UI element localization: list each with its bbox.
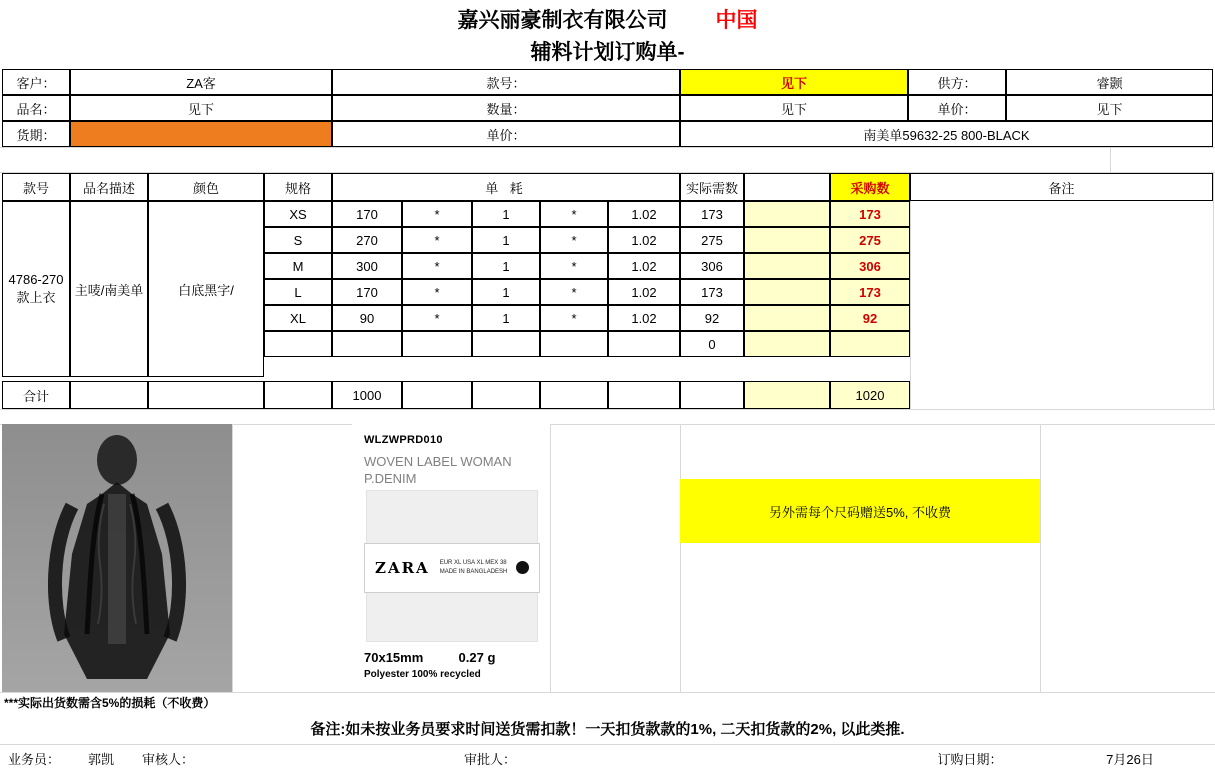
cell-op2-row6[interactable] [540,331,608,357]
cell-purchase-row2[interactable]: 275 [830,227,910,253]
th-consumption: 单 耗 [332,173,680,201]
cell-blank-row3[interactable] [744,253,830,279]
cell-actual-row6[interactable]: 0 [680,331,744,357]
brand-name: ZARA [375,559,430,577]
th-purchase-qty: 采购数 [830,173,910,201]
label-origin-text: MADE IN BANGLADESH [439,569,508,575]
cell-op1-row6[interactable] [402,331,472,357]
label-sizes-text: EUR XL USA XL MEX 38 [439,560,507,566]
label-name [364,453,512,487]
page-title [0,4,1215,34]
garment-illustration [42,434,192,684]
cell-op1-row5[interactable]: * [402,305,472,331]
cell-actual-row5[interactable]: 92 [680,305,744,331]
cell-op1-row4[interactable]: * [402,279,472,305]
cell-purchase-row5[interactable]: 92 [830,305,910,331]
salesman-value[interactable]: 郭凯 [70,748,132,769]
product-label: 品名： [2,95,70,121]
product-value[interactable]: 见下 [70,95,332,121]
cell-actual-row1[interactable]: 173 [680,201,744,227]
cell-op2-row1[interactable]: * [540,201,608,227]
company-name: 嘉兴丽豪制衣有限公司 [457,9,668,32]
order-date-value[interactable]: 7月26日 [1080,748,1180,769]
cell-c1-row4[interactable]: 170 [332,279,402,305]
cell-op2-row3[interactable]: * [540,253,608,279]
total-blank4 [402,381,472,409]
label-name-line1: WOVEN LABEL WOMAN [364,454,512,469]
woven-label-swatch [364,543,540,593]
cell-c1-row5[interactable]: 90 [332,305,402,331]
delivery-value[interactable] [70,121,332,147]
cell-c1-row1[interactable]: 170 [332,201,402,227]
cell-c3-row6[interactable] [608,331,680,357]
cell-op2-row5[interactable]: * [540,305,608,331]
cell-c3-row5[interactable]: 1.02 [608,305,680,331]
cell-blank-row6[interactable] [744,331,830,357]
document-title: 辅料计划订购单- [530,41,685,64]
total-blank9 [744,381,830,409]
cell-color: 白底黑字/ [148,201,264,377]
price-label: 单价： [908,95,1006,121]
price2-label: 单价： [332,121,680,147]
cell-actual-row4[interactable]: 173 [680,279,744,305]
cell-c3-row2[interactable]: 1.02 [608,227,680,253]
total-blank2 [148,381,264,409]
cell-c2-row6[interactable] [472,331,540,357]
th-product-desc: 品名描述 [70,173,148,201]
cell-op2-row2[interactable]: * [540,227,608,253]
cell-spec-row3[interactable]: M [264,253,332,279]
style-no-text: 4786-270款上衣 [8,272,64,305]
cell-c1-row2[interactable]: 270 [332,227,402,253]
cell-actual-row3[interactable]: 306 [680,253,744,279]
loss-footnote: ***实际出货数需含5%的损耗（不收费） [4,696,216,710]
cell-c3-row1[interactable]: 1.02 [608,201,680,227]
cell-op1-row1[interactable]: * [402,201,472,227]
customer-label: 客户： [2,69,70,95]
cell-c3-row3[interactable]: 1.02 [608,253,680,279]
qty-value[interactable]: 见下 [680,95,908,121]
auditor-label: 审核人： [136,748,208,769]
total-purchase: 1020 [830,381,910,409]
cell-op1-row2[interactable]: * [402,227,472,253]
th-actual-need: 实际需数 [680,173,744,201]
cell-blank-row2[interactable] [744,227,830,253]
cell-purchase-row1[interactable]: 173 [830,201,910,227]
price-value[interactable]: 见下 [1006,95,1213,121]
total-blank7 [608,381,680,409]
cell-purchase-row6[interactable] [830,331,910,357]
total-label: 合计 [2,381,70,409]
cell-c2-row1[interactable]: 1 [472,201,540,227]
country-label: 中国 [715,9,758,32]
cell-c3-row4[interactable]: 1.02 [608,279,680,305]
label-code: WLZWPRD010 [364,434,443,446]
cell-product-desc: 主唛/南美单 [70,201,148,377]
approver-value[interactable] [545,748,685,769]
cell-blank-row4[interactable] [744,279,830,305]
total-blank6 [540,381,608,409]
label-dimensions-text: 70x15mm [364,650,424,665]
total-consumption: 1000 [332,381,402,409]
cell-c2-row5[interactable]: 1 [472,305,540,331]
style-value[interactable]: 见下 [680,69,908,95]
th-blank [744,173,830,201]
label-name-line2: P.DENIM [364,471,417,486]
cell-c1-row3[interactable]: 300 [332,253,402,279]
delivery-label: 货期： [2,121,70,147]
supplier-value[interactable]: 睿颢 [1006,69,1213,95]
cell-c1-row6[interactable] [332,331,402,357]
label-dot-icon [516,561,529,574]
label-sizes [440,559,508,577]
label-material: Polyester 100% recycled [364,669,481,680]
approver-label: 审批人： [440,748,540,769]
style-label: 款号： [332,69,680,95]
cell-purchase-row3[interactable]: 306 [830,253,910,279]
price2-value[interactable]: 南美单59632-25 800-BLACK [680,121,1213,147]
auditor-value[interactable] [208,748,328,769]
cell-spec-row2[interactable]: S [264,227,332,253]
cell-purchase-row4[interactable]: 173 [830,279,910,305]
customer-value[interactable]: ZA客 [70,69,332,95]
qty-label: 数量： [332,95,680,121]
cell-spec-row1[interactable]: XS [264,201,332,227]
product-photo [2,424,232,692]
th-style-no: 款号 [2,173,70,201]
penalty-remark: 备注:如未按业务员要求时间送货需扣款！一天扣货款款的1%, 二天扣货款的2%, 以此类推. [310,721,905,738]
total-blank8 [680,381,744,409]
cell-spec-row4[interactable]: L [264,279,332,305]
salesman-label: 业务员： [2,748,70,769]
cell-actual-row2[interactable]: 275 [680,227,744,253]
label-weight-text: 0.27 g [458,650,496,665]
order-date-label: 订购日期： [915,748,1025,769]
cell-c2-row2[interactable]: 1 [472,227,540,253]
total-blank1 [70,381,148,409]
th-color: 颜色 [148,173,264,201]
label-dimensions [364,650,495,665]
cell-c2-row3[interactable]: 1 [472,253,540,279]
th-remark: 备注 [910,173,1213,201]
total-blank3 [264,381,332,409]
supplier-label: 供方： [908,69,1006,95]
cell-blank-row1[interactable] [744,201,830,227]
cell-blank-row5[interactable] [744,305,830,331]
cell-op2-row4[interactable]: * [540,279,608,305]
cell-style-no [2,201,70,377]
bonus-note: 另外需每个尺码赠送5%, 不收费 [680,479,1040,543]
th-spec: 规格 [264,173,332,201]
cell-c2-row4[interactable]: 1 [472,279,540,305]
cell-op1-row3[interactable]: * [402,253,472,279]
total-blank5 [472,381,540,409]
cell-spec-row5[interactable]: XL [264,305,332,331]
cell-spec-row6[interactable] [264,331,332,357]
